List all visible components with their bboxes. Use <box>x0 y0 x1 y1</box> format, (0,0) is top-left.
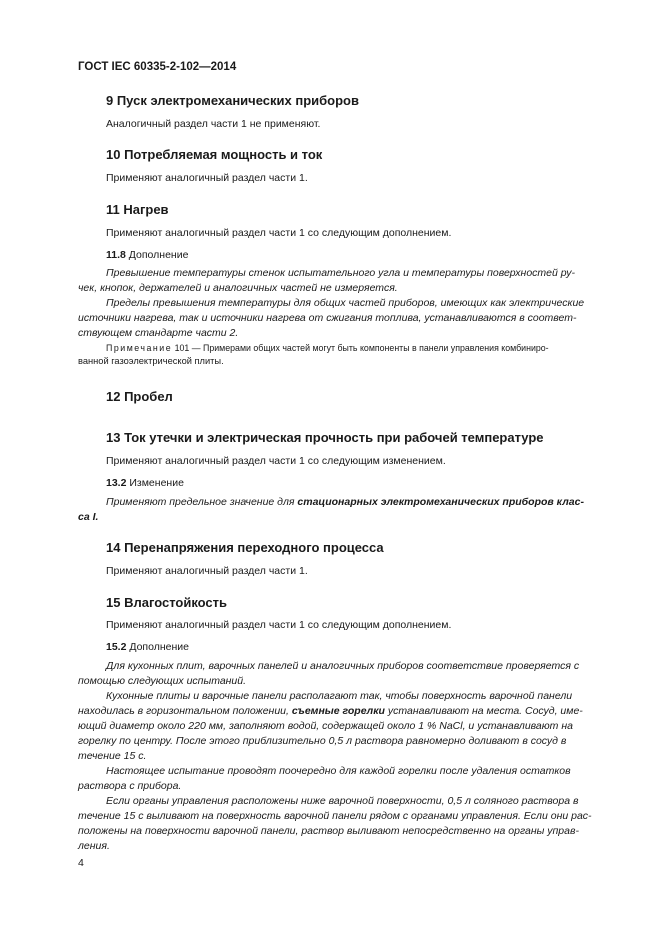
document-header: ГОСТ IEC 60335-2-102—2014 <box>78 61 237 73</box>
section-11-title: 11 Нагрев <box>106 202 169 217</box>
subsection-number: 13.2 <box>106 477 127 489</box>
s15-b-line2-b: съемные горелки <box>291 705 385 717</box>
subsection-number: 15.2 <box>106 641 127 653</box>
s15-b-line2-a: находилась в горизонтальном положении, <box>78 705 292 717</box>
section-13-text: Применяют аналогичный раздел части 1 со следующим изменением. <box>106 455 446 467</box>
s11-note-line2: ванной газоэлектрической плиты. <box>78 356 224 366</box>
s13-p-line1-b: стационарных электромеханических приборов клас- <box>297 496 584 508</box>
s11-p2-line1: Пределы превышения температуры для общих частей приборов, имеющих как электрические <box>106 297 585 309</box>
s15-b-line5: течение 15 с. <box>78 750 147 762</box>
subsection-13-2 <box>106 477 184 489</box>
section-10-title: 10 Потребляемая мощность и ток <box>106 147 323 162</box>
s11-p1-line1: Превышение температуры стенок испытательного угла и температуры поверхностей ру- <box>106 267 575 279</box>
s11-p2-line2: источники нагрева, так и источники нагрева от сжигания топлива, устанавливаются в соответ- <box>78 312 577 324</box>
s13-p-line2: са I. <box>78 511 99 523</box>
subsection-11-8 <box>106 249 188 261</box>
note-label: Примечание <box>106 343 173 353</box>
section-15-text: Применяют аналогичный раздел части 1 со следующим дополнением. <box>106 619 452 631</box>
s15-c-line2: раствора с прибора. <box>78 780 182 792</box>
s11-note-line1 <box>106 342 614 355</box>
subsection-number: 11.8 <box>106 249 126 261</box>
section-9-title: 9 Пуск электромеханических приборов <box>106 93 359 108</box>
section-13-title: 13 Ток утечки и электрическая прочность при рабочей температуре <box>106 430 544 445</box>
section-14-title: 14 Перенапряжения переходного процесса <box>106 540 384 555</box>
section-14-text: Применяют аналогичный раздел части 1. <box>106 565 308 577</box>
s15-b-line2-c: устанавливают на места. Сосуд, име- <box>384 705 583 717</box>
s13-p-line1-a: Применяют предельное значение для <box>106 496 298 508</box>
section-15-title: 15 Влагостойкость <box>106 595 228 610</box>
s15-d-line3: положены на поверхности варочной панели, раствор выливают непосредственно на органы управ- <box>78 825 579 837</box>
s15-d-line2: течение 15 с выливают на поверхность варочной панели рядом с органами управления. Если они рас- <box>78 810 592 822</box>
section-10-text: Применяют аналогичный раздел части 1. <box>106 172 308 184</box>
subsection-label: Дополнение <box>126 641 189 653</box>
s15-a-line2: помощью следующих испытаний. <box>78 675 247 687</box>
subsection-15-2 <box>106 641 189 653</box>
s11-p1-line2: чек, кнопок, держателей и аналогичных частей не измеряется. <box>78 282 398 294</box>
s15-b-line3: ющий диаметр около 220 мм, заполняют водой, содержащей около 1 % NaCl, и устанавливают на <box>78 720 573 732</box>
s15-c-line1: Настоящее испытание проводят поочередно для каждой горелки после удаления остатков <box>106 765 571 777</box>
s15-a-line1: Для кухонных плит, варочных панелей и аналогичных приборов соответствие проверяется с <box>106 660 580 672</box>
s15-d-line4: ления. <box>78 840 110 852</box>
s15-b-line4: горелку по центру. После этого приблизительно 0,5 л раствора равномерно доливают в сосуд в <box>78 735 567 747</box>
page-number: 4 <box>78 857 84 869</box>
subsection-label: Дополнение <box>125 249 189 261</box>
section-12-title: 12 Пробел <box>106 389 173 404</box>
s11-p2-line3: ствующем стандарте части 2. <box>78 327 239 339</box>
s15-d-line1: Если органы управления расположены ниже варочной поверхности, 0,5 л соляного раствора в <box>106 795 579 807</box>
section-11-text: Применяют аналогичный раздел части 1 со следующим дополнением. <box>106 227 452 239</box>
s13-p-line1 <box>106 495 584 510</box>
s15-b-line1: Кухонные плиты и варочные панели располагают так, чтобы поверхность варочной панели <box>106 690 573 702</box>
s15-b-line2 <box>78 704 583 719</box>
subsection-label: Изменение <box>126 477 184 489</box>
section-9-text: Аналогичный раздел части 1 не применяют. <box>106 118 321 130</box>
note-text: 101 — Примерами общих частей могут быть компоненты в панели управления комбиниро- <box>172 343 549 353</box>
